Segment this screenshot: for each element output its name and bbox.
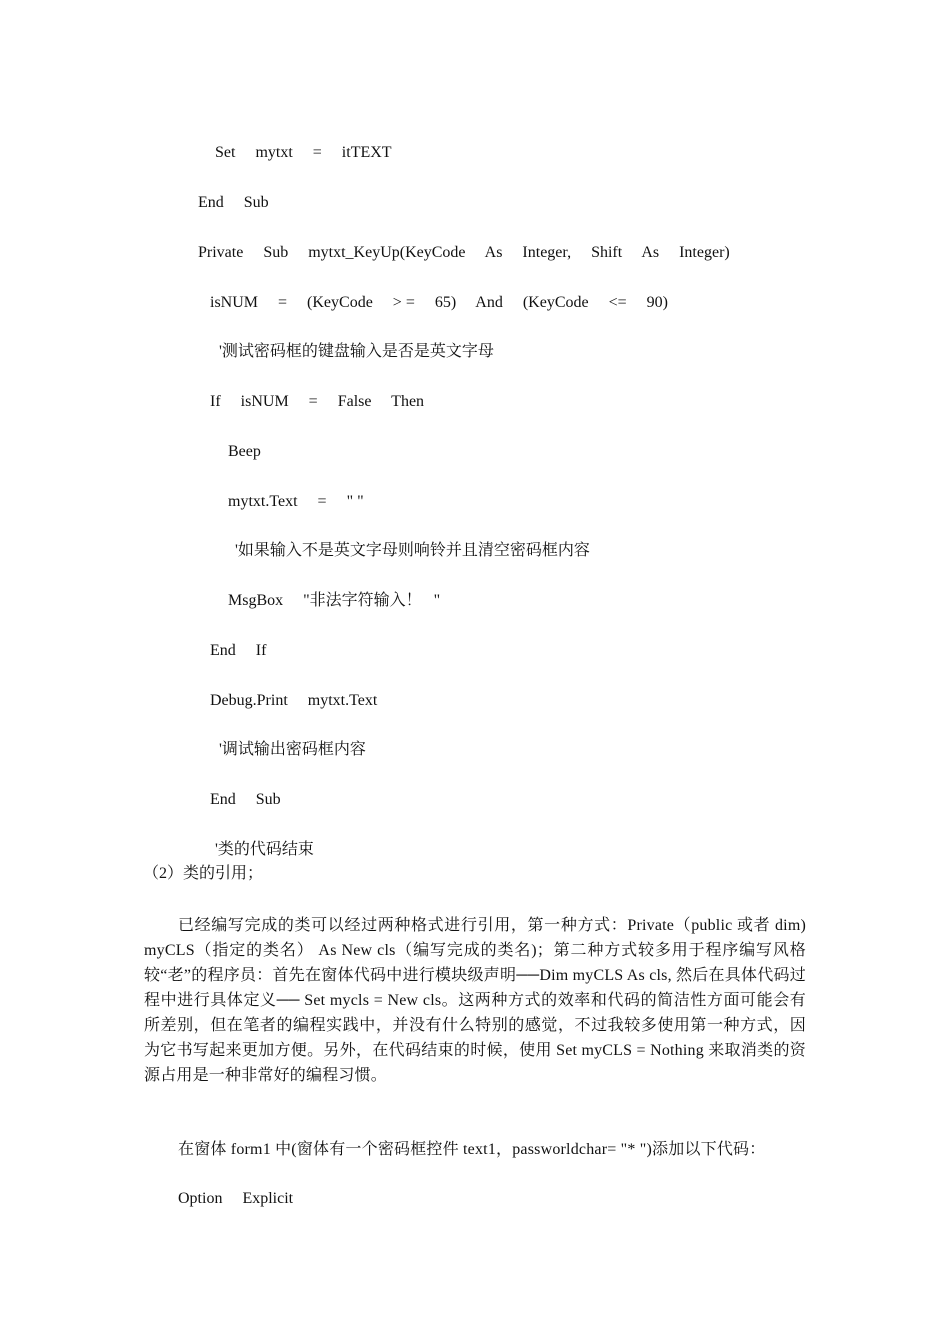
code-comment-beep-clear: '如果输入不是英文字母则响铃并且清空密码框内容 (235, 542, 590, 559)
code-line-beep: Beep (228, 443, 261, 460)
code-line-msgbox: MsgBox "非法字符输入！ " (228, 592, 441, 609)
code-line-debug-print: Debug.Print mytxt.Text (210, 692, 378, 709)
code-line-end-sub: End Sub (198, 194, 269, 211)
code-comment-class-end: '类的代码结束 (215, 841, 314, 858)
section-heading-class-reference: （2）类的引用； (143, 865, 264, 882)
code-line-if-isnum: If isNUM = False Then (210, 393, 425, 410)
code-line-end-sub-2: End Sub (210, 791, 281, 808)
code-line-clear-text: mytxt.Text = " " (228, 493, 364, 510)
code-comment-debug-output: '调试输出密码框内容 (219, 741, 366, 758)
code-line-isnum-assign: isNUM = (KeyCode > = 65) And (KeyCode <= 90) (210, 294, 668, 311)
code-comment-test-input: '测试密码框的键盘输入是否是英文字母 (219, 343, 494, 360)
code-line-end-if: End If (210, 642, 267, 659)
paragraph-class-reference-methods: 已经编写完成的类可以经过两种格式进行引用，第一种方式：Private（public 或者 dim) myCLS（指定的类名） As New cls（编写完成的类名)；第二种方式较多用于程序编写风格较“老”的程序员：首先在窗体代码中进行模块级声明──Dim myCLS As cls, 然后在具体代码过程中进行具体定义── Set mycls = New cls。这两种方式的效率和代码的简洁性方面可能会有所差别，但在笔者的编程实践中，并没有什么特别的感觉，不过我较多使用第一种方式，因为它书写起来更加方便。另外，在代码结束的时候，使用 Set myCLS = Nothing 来取消类的资源占用是一种非常好的编程习惯。 (144, 917, 806, 1084)
code-line-private-sub: Private Sub mytxt_KeyUp(KeyCode As Integer, Shift As Integer) (198, 244, 730, 261)
code-line-option-explicit: Option Explicit (178, 1190, 294, 1207)
code-line-set-mytxt: Set mytxt = itTEXT (215, 144, 392, 161)
paragraph-form1-instructions: 在窗体 form1 中(窗体有一个密码框控件 text1，passworldchar= "* ")添加以下代码： (178, 1141, 766, 1158)
